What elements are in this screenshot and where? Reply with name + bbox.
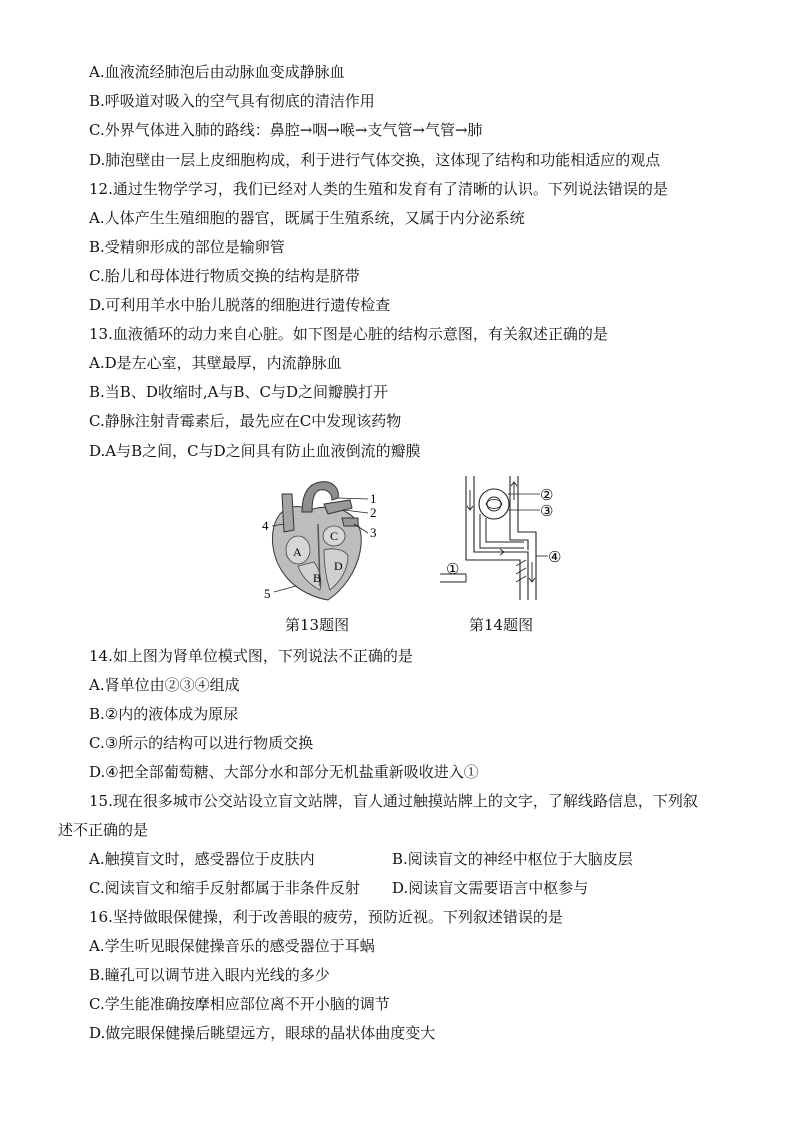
fig13-caption: 第13题图 [285, 616, 350, 634]
q11-option-c: C.外界气体进入肺的路线：鼻腔→咽→喉→支气管→气管→肺 [89, 121, 483, 139]
nephron-diagram [440, 470, 570, 608]
q11-option-d: D.肺泡壁由一层上皮细胞构成，利于进行气体交换，这体现了结构和功能相适应的观点 [89, 151, 661, 169]
q16-option-a: A.学生听见眼保健操音乐的感受器位于耳蜗 [89, 937, 375, 955]
heart-label-d: D [334, 559, 343, 573]
q11-option-a: A.血液流经肺泡后由动脉血变成静脉血 [89, 63, 345, 81]
q12-stem: 12.通过生物学学习，我们已经对人类的生殖和发育有了清晰的认识。下列说法错误的是 [89, 180, 668, 198]
q12-option-c: C.胎儿和母体进行物质交换的结构是脐带 [89, 267, 360, 285]
q11-option-b: B.呼吸道对吸入的空气具有彻底的清洁作用 [89, 92, 375, 110]
kidney-label-3: ③ [540, 504, 554, 520]
q16-stem: 16.坚持做眼保健操，利于改善眼的疲劳，预防近视。下列叙述错误的是 [89, 908, 563, 926]
q15-option-a: A.触摸盲文时，感受器位于皮肤内 [89, 850, 315, 868]
heart-label-3: 3 [370, 525, 377, 540]
q14-option-a: A.肾单位由②③④组成 [89, 676, 240, 694]
q16-option-c: C.学生能准确按摩相应部位离不开小脑的调节 [89, 995, 390, 1013]
heart-label-c: C [330, 529, 339, 543]
q12-option-d: D.可利用羊水中胎儿脱落的细胞进行遗传检查 [89, 296, 391, 314]
kidney-label-1: ① [446, 562, 460, 578]
q15-option-c: C.阅读盲文和缩手反射都属于非条件反射 [89, 879, 360, 897]
q16-option-b: B.瞳孔可以调节进入眼内光线的多少 [89, 966, 330, 984]
fig14-caption: 第14题图 [469, 616, 534, 634]
heart-diagram [258, 474, 383, 604]
q14-stem: 14.如上图为肾单位模式图，下列说法不正确的是 [89, 647, 413, 665]
q16-option-d: D.做完眼保健操后眺望远方，眼球的晶状体曲度变大 [89, 1024, 436, 1042]
heart-label-2: 2 [370, 505, 377, 520]
capsule [479, 489, 509, 519]
q13-stem: 13.血液循环的动力来自心脏。如下图是心脏的结构示意图，有关叙述正确的是 [89, 325, 608, 343]
q12-option-a: A.人体产生生殖细胞的器官，既属于生殖系统，又属于内分泌系统 [89, 209, 525, 227]
q13-option-a: A.D是左心室，其壁最厚，内流静脉血 [89, 354, 342, 372]
q13-option-c: C.静脉注射青霉素后，最先应在C中发现该药物 [89, 412, 402, 430]
q15-stem-continued: 述不正确的是 [58, 821, 149, 839]
q13-option-b: B.当B、D收缩时,A与B、C与D之间瓣膜打开 [89, 383, 388, 401]
q14-option-d: D.④把全部葡萄糖、大部分水和部分无机盐重新吸收进入① [89, 763, 479, 781]
heart-label-1: 1 [370, 491, 377, 506]
q14-option-c: C.③所示的结构可以进行物质交换 [89, 734, 314, 752]
kidney-label-4: ④ [548, 550, 562, 566]
q15-stem: 15.现在很多城市公交站设立盲文站牌，盲人通过触摸站牌上的文字，了解线路信息，下列叙 [89, 792, 698, 810]
pulmonary-vessel-shape [324, 500, 352, 514]
heart-label-5: 5 [264, 586, 271, 601]
heart-label-4: 4 [262, 518, 269, 533]
q13-option-d: D.A与B之间，C与D之间具有防止血液倒流的瓣膜 [89, 442, 421, 460]
heart-label-b: B [313, 571, 322, 585]
q15-option-b: B.阅读盲文的神经中枢位于大脑皮层 [392, 850, 633, 868]
q12-option-b: B.受精卵形成的部位是输卵管 [89, 238, 285, 256]
heart-label-a: A [293, 545, 302, 559]
vena-cava-shape [282, 494, 294, 532]
q15-option-d: D.阅读盲文需要语言中枢参与 [392, 879, 589, 897]
kidney-label-2: ② [540, 488, 554, 504]
q14-option-b: B.②内的液体成为原尿 [89, 705, 239, 723]
